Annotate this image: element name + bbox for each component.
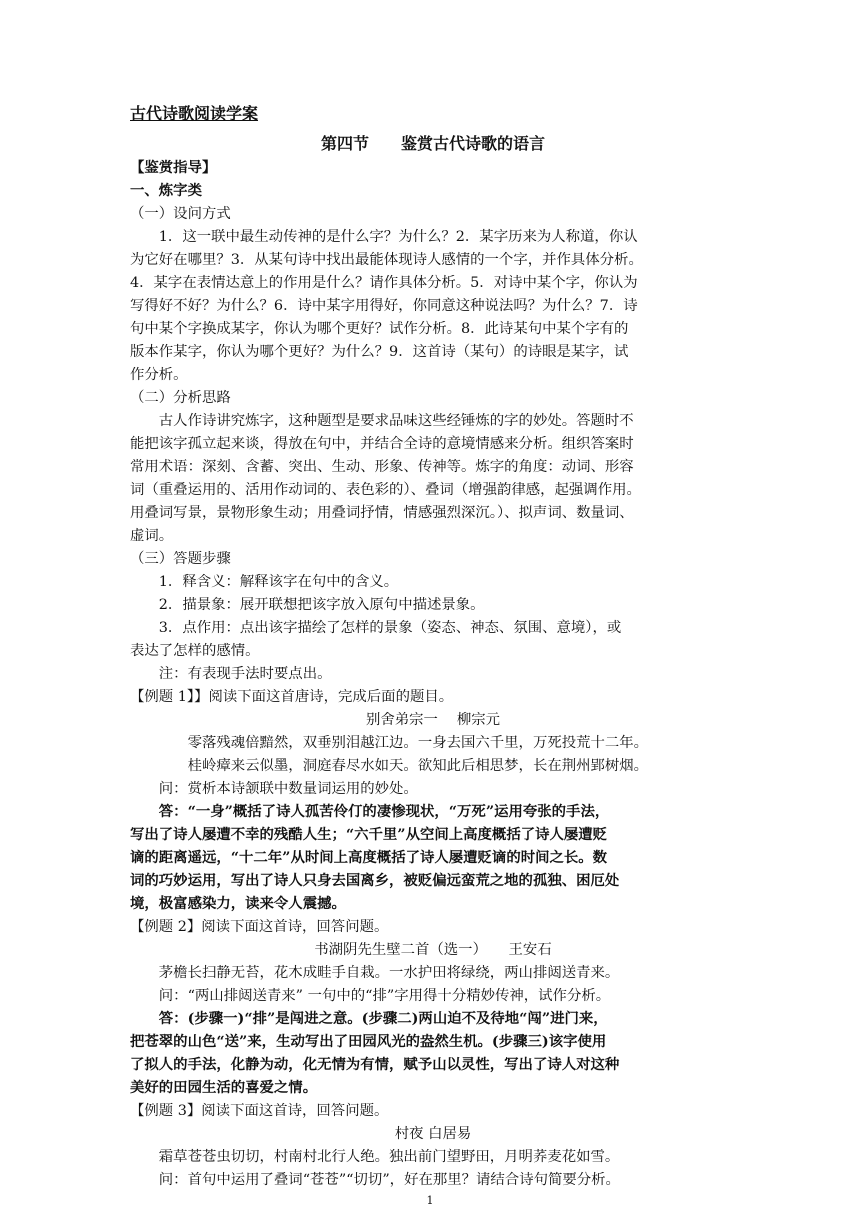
paragraph-line: 词（重叠运用的、活用作动词的、表色彩的）、叠词（增强韵律感，起强调作用。 <box>130 482 641 498</box>
answer-line: 谪的距离遥远，“十二年”从时间上高度概括了诗人屡遭贬谪的时间之长。数 <box>130 849 608 866</box>
sub2-heading: （二）分析思路 <box>130 390 231 406</box>
answer-line: 答：(步骤一)“排”是闯进之意。(步骤二)两山迫不及待地“闯”进门来， <box>130 1010 608 1027</box>
paragraph-line: 3．点作用：点出该字描绘了怎样的景象（姿态、神态、氛围、意境），或 <box>130 620 622 636</box>
paragraph-line: 常用术语：深刻、含蓄、突出、生动、形象、传神等。炼字的角度：动词、形容 <box>130 459 634 475</box>
paragraph-line: 能把该字孤立起来谈，得放在句中，并结合全诗的意境情感来分析。组织答案时 <box>130 436 634 452</box>
paragraph-line: 为它好在哪里？3．从某句诗中找出最能体现诗人感情的一个字，并作具体分析。 <box>130 252 643 268</box>
example3-poem-title: 村夜 白居易 <box>394 1126 472 1142</box>
page-number: 1 <box>426 1194 434 1207</box>
example1-question: 问：赏析本诗颔联中数量词运用的妙处。 <box>130 781 418 797</box>
example2-poem-title: 书湖阴先生壁二首（选一） 王安石 <box>314 942 552 958</box>
poem-line: 霜草苍苍虫切切，村南村北行人绝。独出前门望野田，月明荞麦花如雪。 <box>130 1149 620 1165</box>
paragraph-line: 用叠词写景，景物形象生动；用叠词抒情，情感强烈深沉。）、拟声词、数量词、 <box>130 505 634 521</box>
example2-intro: 【例题 2】阅读下面这首诗，回答问题。 <box>130 919 389 935</box>
section-title: 第四节 鉴赏古代诗歌的语言 <box>320 134 545 153</box>
answer-line: 写出了诗人屡遭不幸的残酷人生；“六千里”从空间上高度概括了诗人屡遭贬 <box>130 826 608 843</box>
paragraph-line: 表达了怎样的感情。 <box>130 643 260 659</box>
paragraph-line: 写得好不好？为什么？6．诗中某字用得好，你同意这种说法吗？为什么？7．诗 <box>130 298 638 314</box>
paragraph-line: 1．释含义：解释该字在句中的含义。 <box>130 574 399 590</box>
poem-line: 茅檐长扫静无苔，花木成畦手自栽。一水护田将绿绕，两山排闼送青来。 <box>130 965 620 981</box>
paragraph-line: 古人作诗讲究炼字，这种题型是要求品味这些经锤炼的字的妙处。答题时不 <box>130 413 634 429</box>
answer-line: 境，极富感染力，读来令人震撼。 <box>130 895 346 912</box>
paragraph-line: 虚词。 <box>130 528 174 544</box>
answer-line: 了拟人的手法，化静为动，化无情为有情，赋予山以灵性，写出了诗人对这种 <box>130 1056 620 1073</box>
answer-line: 把苍翠的山色“送”来，生动写出了田园风光的盎然生机。(步骤三)该字使用 <box>130 1033 607 1050</box>
document-title: 古代诗歌阅读学案 <box>130 104 259 123</box>
paragraph-line: 句中某个字换成某字，你认为哪个更好？试作分析。8．此诗某句中某个字有的 <box>130 321 629 337</box>
answer-line: 美好的田园生活的喜爱之情。 <box>130 1079 318 1096</box>
paragraph-line: 2．描景象：展开联想把该字放入原句中描述景象。 <box>130 597 485 613</box>
example1-poem-title: 别舍弟宗一 柳宗元 <box>365 712 501 728</box>
paragraph-line: 注：有表现手法时要点出。 <box>130 666 332 682</box>
example1-intro: 【例题 1】】阅读下面这首唐诗，完成后面的题目。 <box>130 689 454 705</box>
paragraph-line: 1．这一联中最生动传神的是什么字？为什么？2．某字历来为人称道，你认 <box>130 229 638 245</box>
example3-intro: 【例题 3】阅读下面这首诗，回答问题。 <box>130 1103 389 1119</box>
answer-line: 答：“一身”概括了诗人孤苦伶仃的凄惨现状，“万死”运用夸张的手法， <box>130 803 610 820</box>
answer-line: 词的巧妙运用，写出了诗人只身去国离乡，被贬偏远蛮荒之地的孤独、困厄处 <box>130 872 620 889</box>
paragraph-line: 4．某字在表情达意上的作用是什么？请作具体分析。5．对诗中某个字，你认为 <box>130 275 638 291</box>
poem-line: 桂岭瘴来云似墨，洞庭春尽水如天。欲知此后相思梦，长在荆州郢树烟。 <box>130 758 649 774</box>
sub1-heading: （一）设问方式 <box>130 206 231 222</box>
example2-question: 问：“两山排闼送青来” 一句中的“排”字用得十分精妙传神，试作分析。 <box>130 988 611 1004</box>
example3-question: 问：首句中运用了叠词“苍苍”“切切”，好在那里？请结合诗句简要分析。 <box>130 1172 620 1188</box>
paragraph-line: 作分析。 <box>130 367 188 383</box>
poem-line: 零落残魂倍黯然，双垂别泪越江边。一身去国六千里，万死投荒十二年。 <box>130 735 649 751</box>
sub3-heading: （三）答题步骤 <box>130 551 231 567</box>
part1-heading: 一、炼字类 <box>130 182 202 199</box>
guide-heading: 【鉴赏指导】 <box>130 159 217 176</box>
paragraph-line: 版本作某字，你认为哪个更好？为什么？9．这首诗（某句）的诗眼是某字，试 <box>130 344 629 360</box>
